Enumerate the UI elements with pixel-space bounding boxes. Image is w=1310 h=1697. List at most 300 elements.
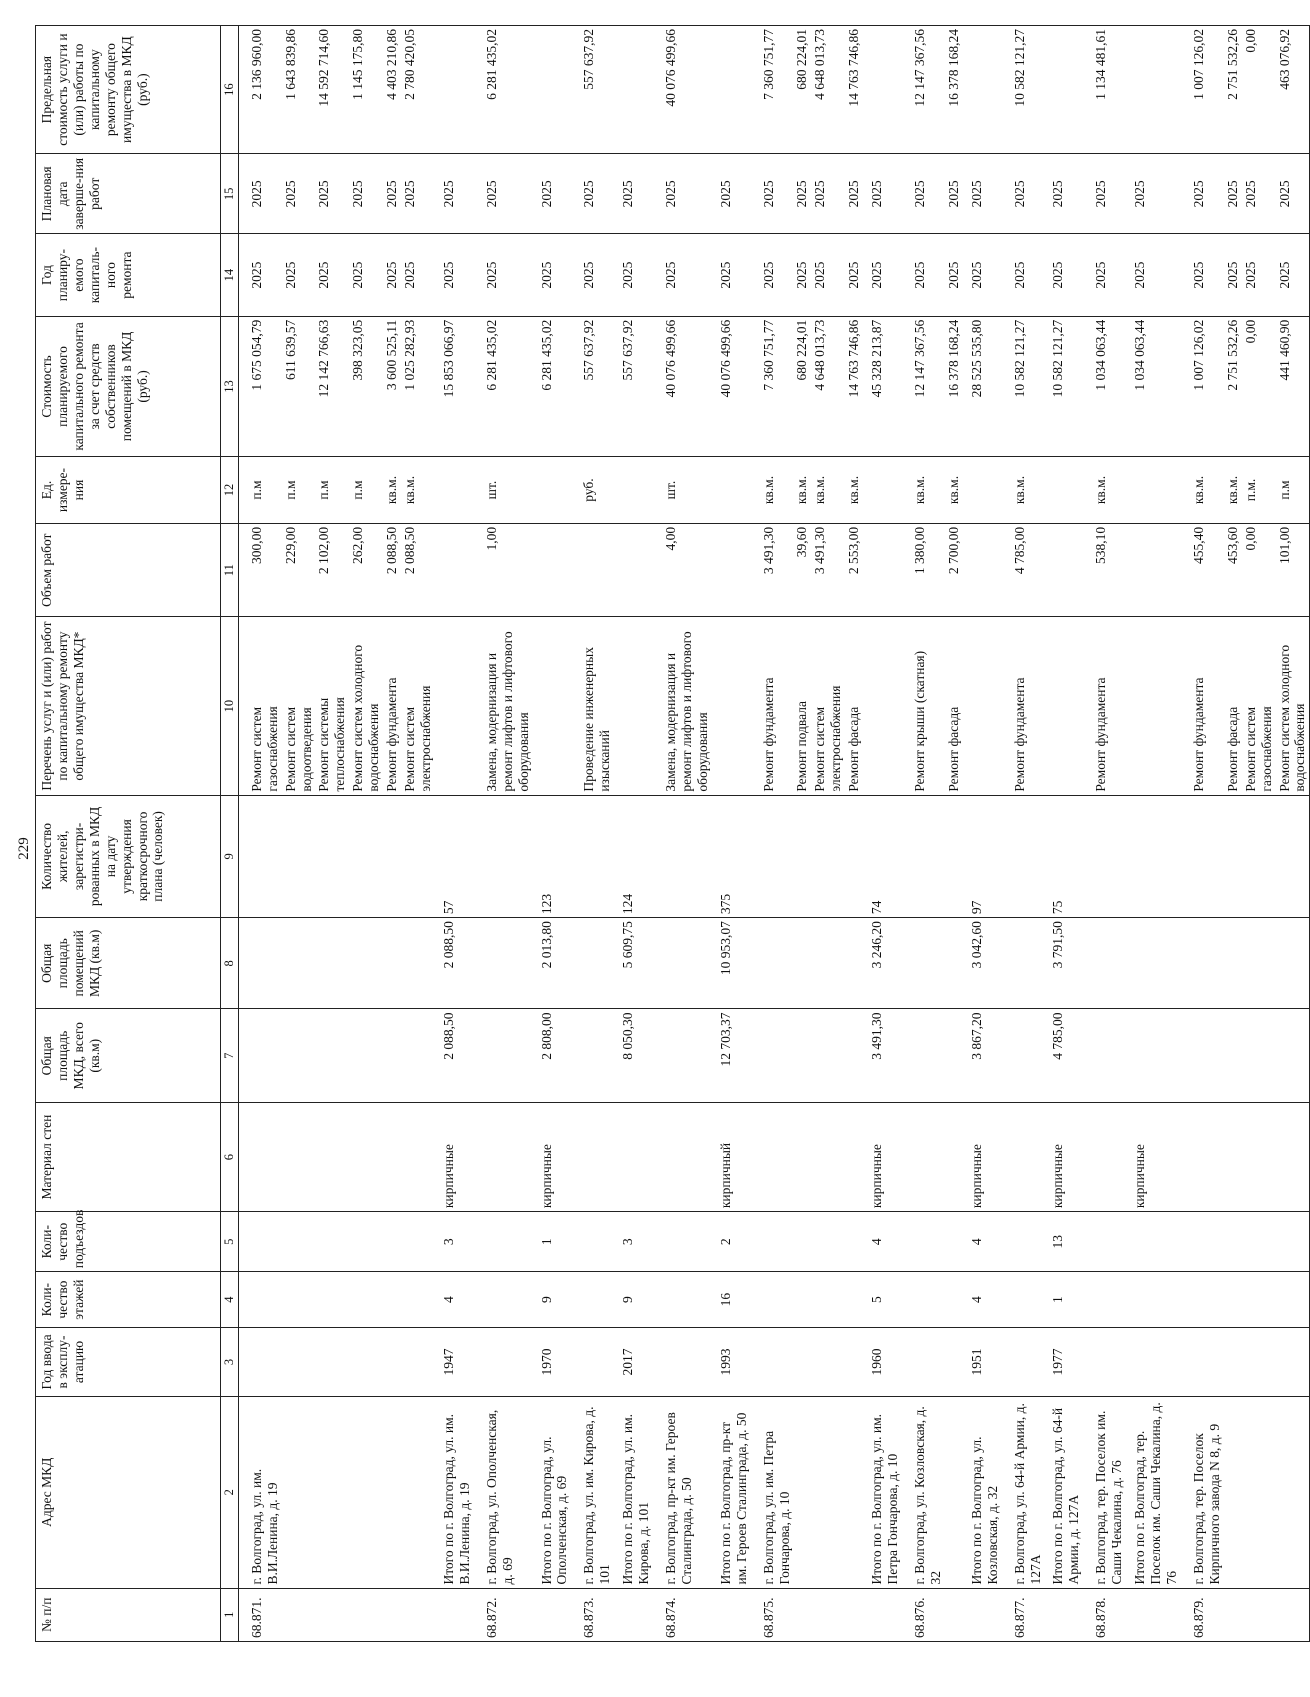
cell-row-number (945, 1588, 963, 1641)
cell-cost: 40 076 499,66 (712, 316, 751, 456)
cell-residents: 57 (435, 795, 474, 918)
cell-repair-year: 2025 (653, 234, 712, 316)
cell-completion-year: 2025 (474, 154, 533, 234)
cell-completion-year: 2025 (1224, 154, 1242, 234)
column-header: Предельная стоимость услуги и (или) работы по капитальному ремонту общего имущества в МКД (руб.) (36, 26, 221, 154)
cell-work-volume: 1 380,00 (902, 523, 945, 617)
cell-completion-year: 2025 (845, 154, 863, 234)
cell-premises-area (902, 918, 945, 1009)
cell-work-volume: 2 102,00 (315, 523, 349, 617)
cell-cost-limit (712, 26, 751, 154)
cell-entrances (1126, 1212, 1181, 1272)
cell-work-type: Ремонт систем газоснабжения (238, 617, 281, 795)
cell-cost: 12 142 766,63 (315, 316, 349, 456)
cell-floors: 9 (533, 1272, 572, 1328)
cell-work-type: Проведение инженерных изысканий (571, 617, 614, 795)
cell-work-volume: 229,00 (282, 523, 316, 617)
cell-year-built (793, 1327, 811, 1396)
cell-completion-year: 2025 (1126, 154, 1181, 234)
cell-year-built (1224, 1327, 1242, 1396)
capital-repair-table (35, 25, 1310, 1642)
cell-premises-area (401, 918, 435, 1009)
cell-row-number (1044, 1588, 1083, 1641)
cell-address: Итого по г. Волгоград, ул. им. Кирова, д. 101 (614, 1397, 653, 1589)
cell-repair-year: 2025 (1181, 234, 1224, 316)
column-header: Перечень услуг и (или) работ по капитальному ремонту общего имущества МКД* (36, 617, 221, 795)
cell-address: г. Волгоград, тер. Поселок Кирпичного завода N 8, д. 9 (1181, 1397, 1224, 1589)
total-row (614, 26, 653, 1642)
column-number: 3 (221, 1327, 239, 1396)
cell-residents: 74 (863, 795, 902, 918)
cell-floors (793, 1272, 811, 1328)
cell-cost-limit: 14 763 746,86 (845, 26, 863, 154)
cell-address: г. Волгоград, ул. 64-й Армии, д. 127А (1002, 1397, 1045, 1589)
table-row (1242, 26, 1276, 1642)
cell-completion-year: 2025 (902, 154, 945, 234)
cell-residents: 123 (533, 795, 572, 918)
cell-completion-year: 2025 (401, 154, 435, 234)
cell-repair-year: 2025 (751, 234, 794, 316)
cell-year-built: 1970 (533, 1327, 572, 1396)
cell-cost: 28 525 535,80 (963, 316, 1002, 456)
cell-floors (1224, 1272, 1242, 1328)
cell-floors (845, 1272, 863, 1328)
cell-premises-area (571, 918, 614, 1009)
cell-completion-year: 2025 (793, 154, 811, 234)
column-header: Год ввода в эксплу-атацию (36, 1327, 221, 1396)
cell-wall-material (945, 1103, 963, 1212)
cell-cost-limit: 557 637,92 (571, 26, 614, 154)
cell-premises-area (1126, 918, 1181, 1009)
cell-work-type (533, 617, 572, 795)
cell-cost-limit: 2 136 960,00 (238, 26, 281, 154)
cell-unit: кв.м. (1181, 457, 1224, 524)
cell-entrances: 2 (712, 1212, 751, 1272)
column-number: 11 (221, 523, 239, 617)
cell-wall-material (1002, 1103, 1045, 1212)
cell-floors (751, 1272, 794, 1328)
cell-premises-area (945, 918, 963, 1009)
cell-entrances (1083, 1212, 1126, 1272)
cell-work-volume: 0,00 (1242, 523, 1276, 617)
cell-premises-area (845, 918, 863, 1009)
cell-total-area (902, 1009, 945, 1103)
cell-entrances: 13 (1044, 1212, 1083, 1272)
cell-row-number: 68.877. (1002, 1588, 1045, 1641)
cell-unit: п.м (1276, 457, 1310, 524)
cell-unit: кв.м. (1083, 457, 1126, 524)
cell-floors (238, 1272, 281, 1328)
cell-premises-area (474, 918, 533, 1009)
cell-completion-year: 2025 (571, 154, 614, 234)
cell-unit (1044, 457, 1083, 524)
cell-work-type (614, 617, 653, 795)
cell-completion-year: 2025 (1002, 154, 1045, 234)
cell-address (845, 1397, 863, 1589)
cell-wall-material (383, 1103, 401, 1212)
cell-year-built: 2017 (614, 1327, 653, 1396)
cell-cost: 10 582 121,27 (1044, 316, 1083, 456)
cell-work-volume: 2 700,00 (945, 523, 963, 617)
cell-residents (1126, 795, 1181, 918)
cell-entrances (945, 1212, 963, 1272)
cell-residents (571, 795, 614, 918)
column-header: Стоимость планируемого капитального ремонта за счет средств собственников помещений в МКД (руб.) (36, 316, 221, 456)
cell-unit: п.м. (1242, 457, 1276, 524)
cell-address: Итого по г. Волгоград, ул. 64-й Армии, д. 127А (1044, 1397, 1083, 1589)
cell-entrances: 3 (614, 1212, 653, 1272)
cell-total-area (282, 1009, 316, 1103)
cell-wall-material (1242, 1103, 1276, 1212)
cell-unit: кв.м. (945, 457, 963, 524)
cell-floors (383, 1272, 401, 1328)
cell-floors (349, 1272, 383, 1328)
cell-repair-year: 2025 (1002, 234, 1045, 316)
table-row (811, 26, 845, 1642)
column-number: 10 (221, 617, 239, 795)
cell-wall-material (238, 1103, 281, 1212)
total-row (533, 26, 572, 1642)
cell-year-built (811, 1327, 845, 1396)
cell-row-number (793, 1588, 811, 1641)
cell-cost: 0,00 (1242, 316, 1276, 456)
cell-total-area (811, 1009, 845, 1103)
cell-wall-material: кирпичные (533, 1103, 572, 1212)
cell-work-type: Ремонт систем холодного водоснабжения (349, 617, 383, 795)
cell-year-built (902, 1327, 945, 1396)
cell-premises-area (315, 918, 349, 1009)
cell-cost-limit: 7 360 751,77 (751, 26, 794, 154)
cell-work-type: Замена, модернизация и ремонт лифтов и лифтового оборудования (474, 617, 533, 795)
cell-address: г. Волгоград, пр-кт им. Героев Сталинграда, д. 50 (653, 1397, 712, 1589)
cell-unit: кв.м. (845, 457, 863, 524)
cell-wall-material (902, 1103, 945, 1212)
cell-row-number (435, 1588, 474, 1641)
cell-address: г. Волгоград, тер. Поселок им. Саши Чекалина, д. 76 (1083, 1397, 1126, 1589)
cell-address: Итого по г. Волгоград, ул. им. В.И.Ленина, д. 19 (435, 1397, 474, 1589)
cell-address: г. Волгоград, ул. Козловская, д. 32 (902, 1397, 945, 1589)
cell-work-volume (712, 523, 751, 617)
cell-work-volume (963, 523, 1002, 617)
cell-residents (1242, 795, 1276, 918)
cell-total-area (1181, 1009, 1224, 1103)
cell-premises-area (349, 918, 383, 1009)
cell-total-area (349, 1009, 383, 1103)
cell-cost-limit (614, 26, 653, 154)
cell-premises-area (1002, 918, 1045, 1009)
cell-work-volume: 455,40 (1181, 523, 1224, 617)
cell-wall-material (845, 1103, 863, 1212)
cell-cost: 398 323,05 (349, 316, 383, 456)
cell-unit: п.м (282, 457, 316, 524)
cell-premises-area (383, 918, 401, 1009)
cell-residents (315, 795, 349, 918)
cell-row-number: 68.871. (238, 1588, 281, 1641)
cell-entrances: 1 (533, 1212, 572, 1272)
cell-residents (1083, 795, 1126, 918)
cell-wall-material (811, 1103, 845, 1212)
cell-cost: 1 034 063,44 (1083, 316, 1126, 456)
table-row (1224, 26, 1242, 1642)
cell-entrances (751, 1212, 794, 1272)
cell-total-area (315, 1009, 349, 1103)
column-number: 2 (221, 1397, 239, 1589)
table-row (401, 26, 435, 1642)
cell-row-number: 68.878. (1083, 1588, 1126, 1641)
column-number: 6 (221, 1103, 239, 1212)
cell-premises-area (751, 918, 794, 1009)
cell-wall-material (653, 1103, 712, 1212)
total-row (435, 26, 474, 1642)
cell-completion-year: 2025 (1276, 154, 1310, 234)
cell-completion-year: 2025 (238, 154, 281, 234)
cell-year-built: 1947 (435, 1327, 474, 1396)
cell-wall-material (614, 1103, 653, 1212)
cell-unit: кв.м. (401, 457, 435, 524)
cell-cost-limit: 10 582 121,27 (1002, 26, 1045, 154)
cell-wall-material (401, 1103, 435, 1212)
cell-entrances (1276, 1212, 1310, 1272)
cell-cost: 557 637,92 (614, 316, 653, 456)
column-number: 5 (221, 1212, 239, 1272)
cell-premises-area: 3 246,20 (863, 918, 902, 1009)
cell-completion-year: 2025 (1083, 154, 1126, 234)
cell-completion-year: 2025 (1044, 154, 1083, 234)
cell-total-area (474, 1009, 533, 1103)
table-row (474, 26, 533, 1642)
cell-wall-material (282, 1103, 316, 1212)
cell-premises-area: 3 791,50 (1044, 918, 1083, 1009)
cell-work-volume: 4 785,00 (1002, 523, 1045, 617)
cell-repair-year: 2025 (793, 234, 811, 316)
cell-completion-year: 2025 (435, 154, 474, 234)
cell-cost: 16 378 168,24 (945, 316, 963, 456)
cell-repair-year: 2025 (349, 234, 383, 316)
cell-address (349, 1397, 383, 1589)
cell-row-number (1276, 1588, 1310, 1641)
cell-cost: 557 637,92 (571, 316, 614, 456)
cell-address: г. Волгоград, ул. им. Петра Гончарова, д. 10 (751, 1397, 794, 1589)
table-row (653, 26, 712, 1642)
cell-work-volume: 1,00 (474, 523, 533, 617)
cell-floors (1083, 1272, 1126, 1328)
cell-work-volume: 101,00 (1276, 523, 1310, 617)
cell-year-built (1002, 1327, 1045, 1396)
cell-repair-year: 2025 (963, 234, 1002, 316)
cell-total-area (653, 1009, 712, 1103)
cell-premises-area (1181, 918, 1224, 1009)
cell-address (945, 1397, 963, 1589)
cell-wall-material: кирпичные (963, 1103, 1002, 1212)
cell-cost-limit: 0,00 (1242, 26, 1276, 154)
cell-year-built (1126, 1327, 1181, 1396)
cell-total-area: 2 808,00 (533, 1009, 572, 1103)
cell-address (282, 1397, 316, 1589)
cell-cost-limit (435, 26, 474, 154)
cell-wall-material (751, 1103, 794, 1212)
cell-cost: 15 853 066,97 (435, 316, 474, 456)
cell-row-number (315, 1588, 349, 1641)
cell-premises-area (1083, 918, 1126, 1009)
cell-residents (751, 795, 794, 918)
table-row (793, 26, 811, 1642)
cell-floors (902, 1272, 945, 1328)
table-row (945, 26, 963, 1642)
column-number: 12 (221, 457, 239, 524)
cell-entrances (315, 1212, 349, 1272)
cell-repair-year: 2025 (845, 234, 863, 316)
cell-repair-year: 2025 (1276, 234, 1310, 316)
cell-cost-limit: 40 076 499,66 (653, 26, 712, 154)
cell-year-built (401, 1327, 435, 1396)
cell-entrances (902, 1212, 945, 1272)
cell-work-type: Ремонт систем газоснабжения (1242, 617, 1276, 795)
cell-entrances (1181, 1212, 1224, 1272)
cell-work-type: Ремонт фасада (1224, 617, 1242, 795)
column-number: 14 (221, 234, 239, 316)
cell-work-volume (533, 523, 572, 617)
cell-cost: 6 281 435,02 (474, 316, 533, 456)
cell-repair-year: 2025 (863, 234, 902, 316)
total-row (1126, 26, 1181, 1642)
column-number: 1 (221, 1588, 239, 1641)
cell-cost-limit (1044, 26, 1083, 154)
cell-work-volume: 300,00 (238, 523, 281, 617)
cell-year-built (1181, 1327, 1224, 1396)
cell-completion-year: 2025 (282, 154, 316, 234)
cell-total-area: 2 088,50 (435, 1009, 474, 1103)
cell-floors: 1 (1044, 1272, 1083, 1328)
cell-year-built: 1960 (863, 1327, 902, 1396)
cell-residents (811, 795, 845, 918)
column-header: Количество жителей, зарегистри-рованных в МКД на дату утверждения краткосрочного плана (человек) (36, 795, 221, 918)
cell-wall-material (571, 1103, 614, 1212)
cell-address (383, 1397, 401, 1589)
cell-work-type: Ремонт фундамента (1002, 617, 1045, 795)
cell-floors (811, 1272, 845, 1328)
cell-total-area (571, 1009, 614, 1103)
cell-repair-year: 2025 (401, 234, 435, 316)
cell-wall-material (1224, 1103, 1242, 1212)
cell-completion-year: 2025 (653, 154, 712, 234)
cell-floors: 9 (614, 1272, 653, 1328)
cell-address (1276, 1397, 1310, 1589)
cell-work-type: Ремонт фундамента (383, 617, 401, 795)
cell-row-number (712, 1588, 751, 1641)
cell-residents (282, 795, 316, 918)
cell-completion-year: 2025 (811, 154, 845, 234)
cell-residents (474, 795, 533, 918)
cell-year-built (945, 1327, 963, 1396)
table-row (349, 26, 383, 1642)
cell-row-number: 68.875. (751, 1588, 794, 1641)
cell-year-built (238, 1327, 281, 1396)
cell-unit: кв.м. (793, 457, 811, 524)
cell-repair-year: 2025 (1126, 234, 1181, 316)
cell-work-type: Ремонт фундамента (1181, 617, 1224, 795)
cell-premises-area (811, 918, 845, 1009)
cell-address (315, 1397, 349, 1589)
cell-work-volume (1126, 523, 1181, 617)
cell-cost-limit (533, 26, 572, 154)
cell-year-built: 1977 (1044, 1327, 1083, 1396)
cell-address (1224, 1397, 1242, 1589)
cell-cost: 40 076 499,66 (653, 316, 712, 456)
cell-repair-year: 2025 (383, 234, 401, 316)
cell-row-number (614, 1588, 653, 1641)
cell-repair-year: 2025 (474, 234, 533, 316)
cell-work-type: Ремонт фасада (945, 617, 963, 795)
cell-cost-limit: 1 007 126,02 (1181, 26, 1224, 154)
column-number: 4 (221, 1272, 239, 1328)
cell-total-area (945, 1009, 963, 1103)
cell-residents (1276, 795, 1310, 918)
cell-entrances: 4 (963, 1212, 1002, 1272)
page-number: 229 (16, 837, 32, 860)
cell-year-built (315, 1327, 349, 1396)
cell-floors (571, 1272, 614, 1328)
cell-entrances (383, 1212, 401, 1272)
cell-unit (963, 457, 1002, 524)
cell-floors (1181, 1272, 1224, 1328)
column-header: Ед. измере-ния (36, 457, 221, 524)
cell-residents (383, 795, 401, 918)
cell-wall-material (1181, 1103, 1224, 1212)
cell-total-area (1276, 1009, 1310, 1103)
cell-completion-year: 2025 (315, 154, 349, 234)
cell-cost-limit: 2 780 420,05 (401, 26, 435, 154)
total-row (1044, 26, 1083, 1642)
table-row (282, 26, 316, 1642)
cell-repair-year: 2025 (571, 234, 614, 316)
total-row (863, 26, 902, 1642)
cell-premises-area: 10 953,07 (712, 918, 751, 1009)
cell-entrances (811, 1212, 845, 1272)
cell-floors (315, 1272, 349, 1328)
cell-floors (474, 1272, 533, 1328)
cell-cost: 1 034 063,44 (1126, 316, 1181, 456)
cell-entrances (571, 1212, 614, 1272)
cell-total-area (793, 1009, 811, 1103)
cell-repair-year: 2025 (712, 234, 751, 316)
cell-work-type: Ремонт систем электроснабжения (401, 617, 435, 795)
column-header: Плановая дата заверше-ния работ (36, 154, 221, 234)
cell-row-number: 68.876. (902, 1588, 945, 1641)
cell-residents: 75 (1044, 795, 1083, 918)
total-row (963, 26, 1002, 1642)
cell-cost: 680 224,01 (793, 316, 811, 456)
cell-repair-year: 2025 (1083, 234, 1126, 316)
cell-address: Итого по г. Волгоград, пр-кт им. Героев Сталинграда, д. 50 (712, 1397, 751, 1589)
cell-year-built (349, 1327, 383, 1396)
cell-total-area: 12 703,37 (712, 1009, 751, 1103)
cell-year-built (1276, 1327, 1310, 1396)
cell-wall-material: кирпичные (1126, 1103, 1181, 1212)
cell-cost-limit (863, 26, 902, 154)
cell-entrances (282, 1212, 316, 1272)
cell-cost-limit: 6 281 435,02 (474, 26, 533, 154)
cell-year-built: 1993 (712, 1327, 751, 1396)
cell-work-volume: 4,00 (653, 523, 712, 617)
column-number: 13 (221, 316, 239, 456)
cell-entrances (238, 1212, 281, 1272)
cell-repair-year: 2025 (902, 234, 945, 316)
cell-row-number: 68.873. (571, 1588, 614, 1641)
cell-wall-material (315, 1103, 349, 1212)
cell-residents: 124 (614, 795, 653, 918)
table-row (383, 26, 401, 1642)
column-header: Материал стен (36, 1103, 221, 1212)
